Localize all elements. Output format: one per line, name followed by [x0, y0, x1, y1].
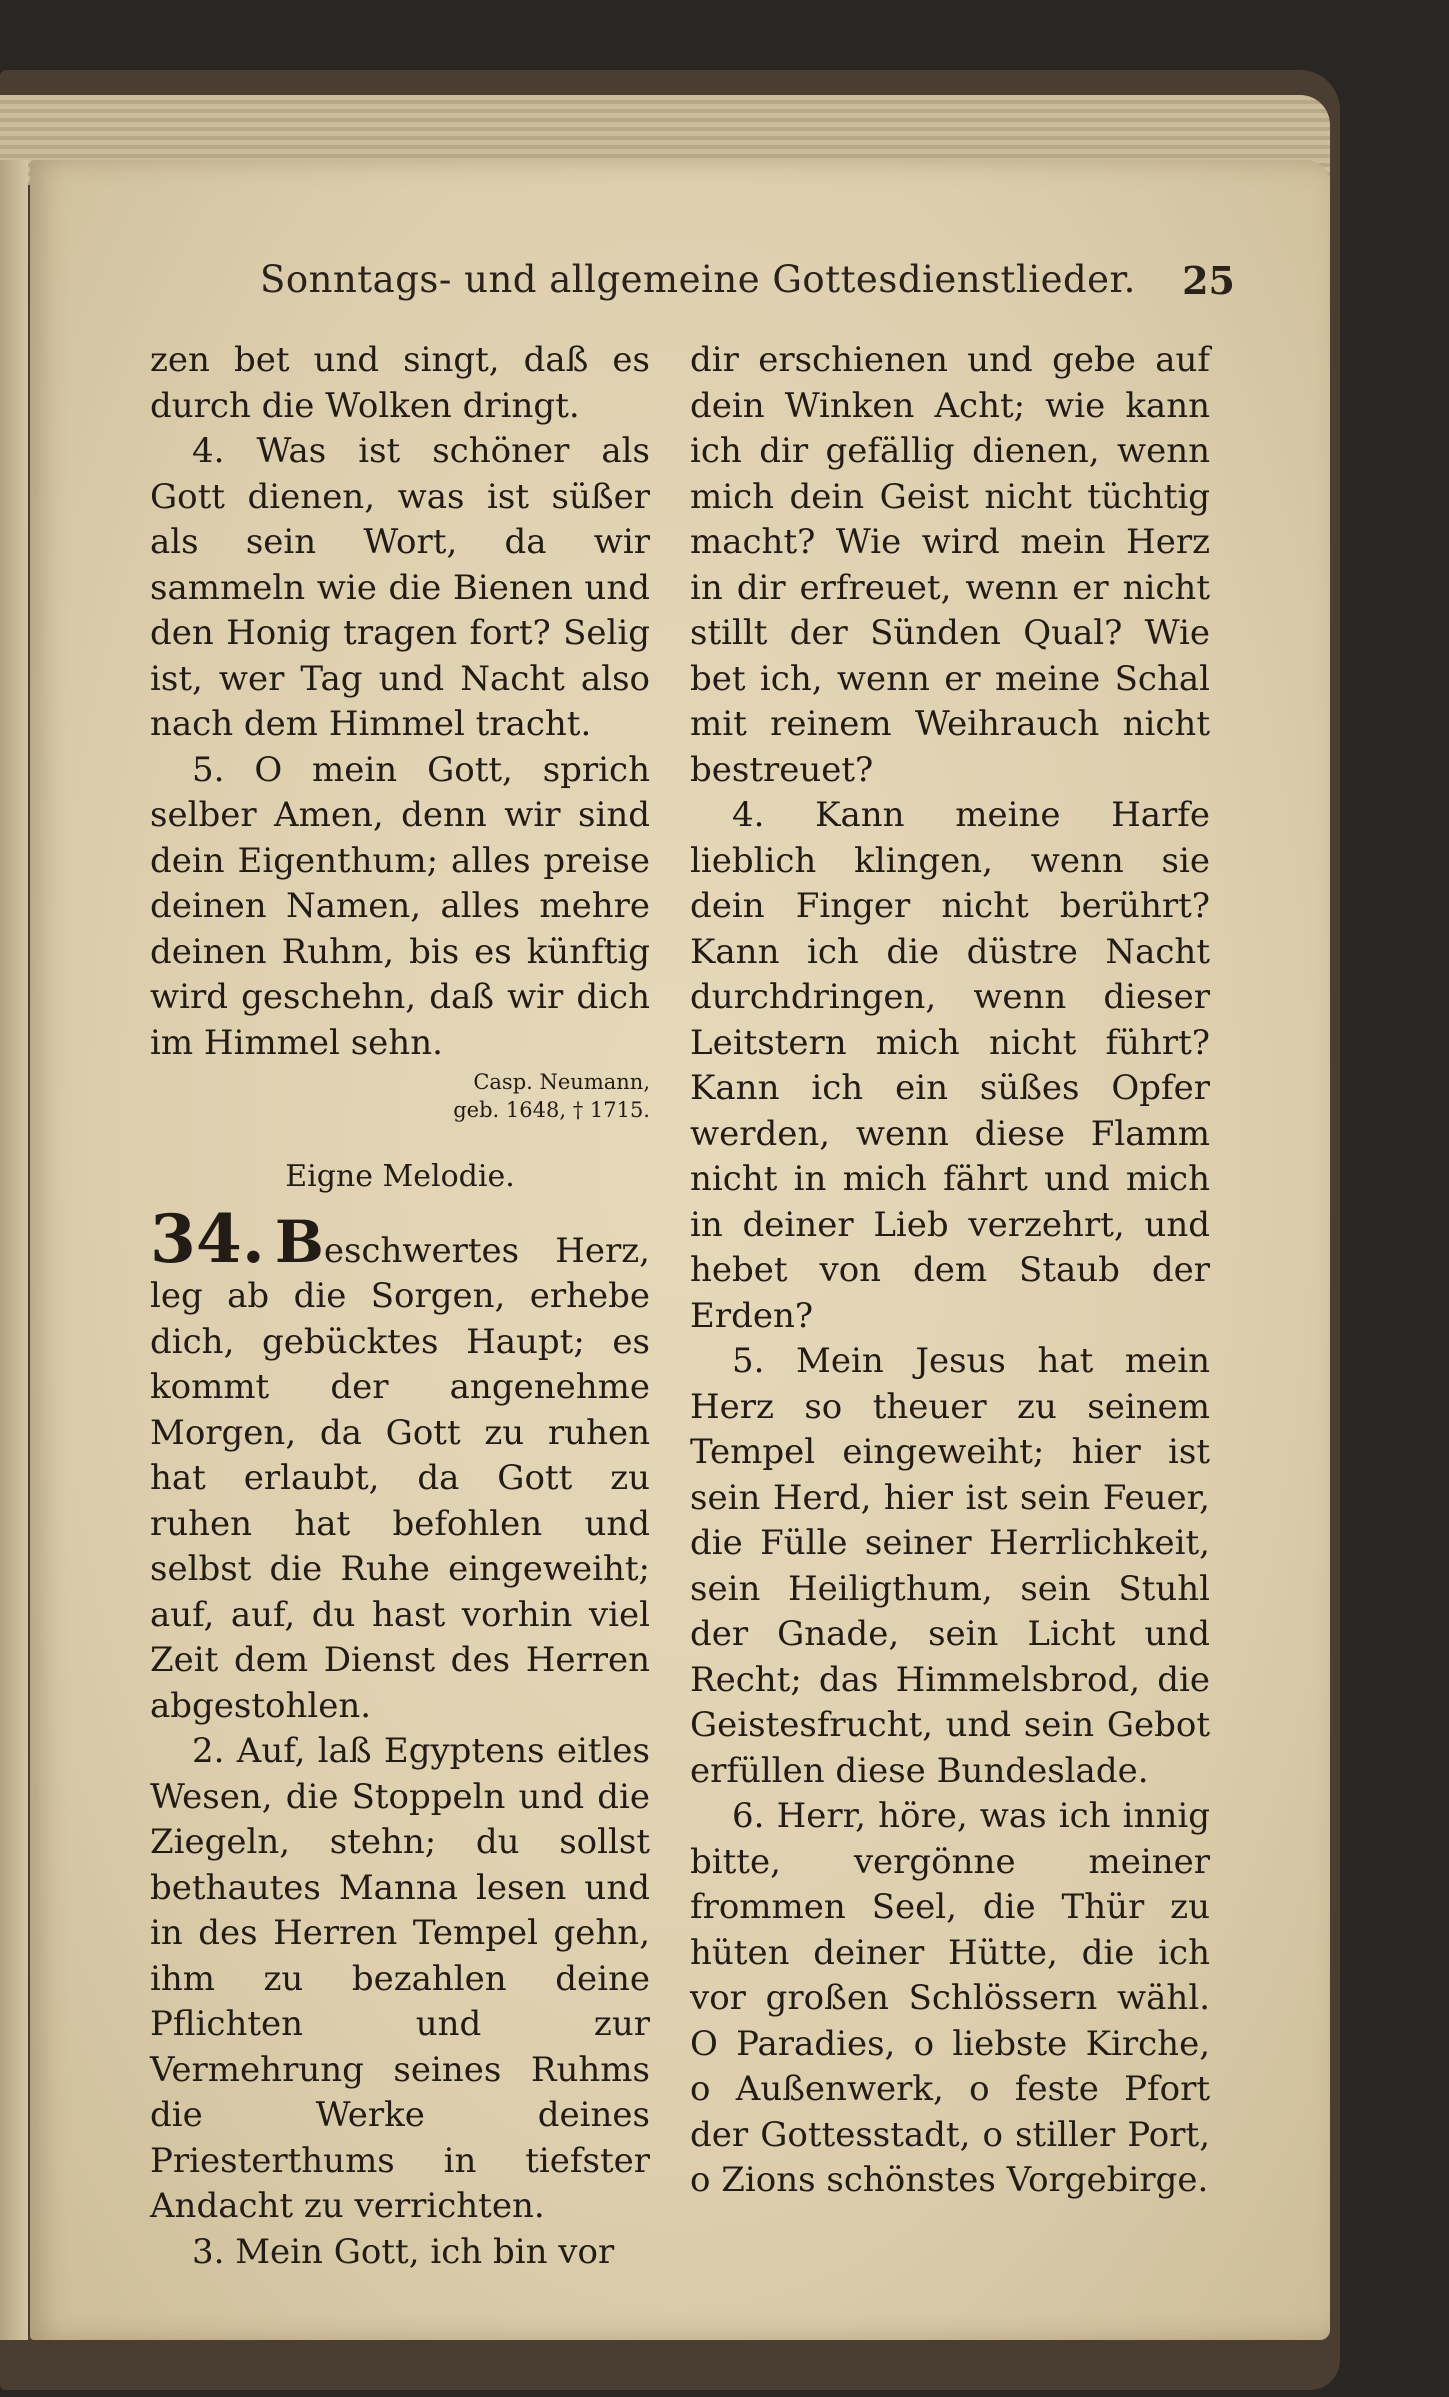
melody-note: Eigne Melodie. [285, 1159, 515, 1194]
facing-page-edge [0, 160, 28, 2340]
left-column [150, 338, 650, 2272]
hymn-number: 34. [150, 1199, 265, 1278]
hymn-34-verse-1 [150, 1199, 650, 1730]
verse-continuation: zen bet und singt, daß es durch die Wolken dringt. [150, 340, 650, 426]
hymn-34-verse-6: 6. Herr, höre, was ich innig bitte, vergönne meiner frommen Seel, die Thür zu hüten deiner Hütte, die ich vor großen Schlössern wähl. O Paradies, o liebste Kirche, o Außenwerk, o feste Pfort der Gottesstadt, o stiller Port, o Zions schönstes Vorgebirge. [690, 1796, 1210, 2200]
hymn-34-verse-3-cont: dir erschienen und gebe auf dein Winken Acht; wie kann ich dir gefällig dienen, wenn mich dein Geist nicht tüchtig macht? Wie wird mein Herz in dir erfreuet, wenn er nicht stillt der Sünden Qual? Wie bet ich, wenn er meine Schal mit reinem Weihrauch nicht bestreuet? [690, 340, 1210, 790]
hymn-text: eschwertes Herz, leg ab die Sorgen, erhebe dich, gebücktes Haupt; es kommt der angenehme Morgen, da Gott zu ruhen hat erlaubt, da Gott zu ruhen hat befohlen und selbst die Ruhe eingeweiht; auf, auf, du hast vorhin viel Zeit dem Dienst des Herren abgestohlen. [150, 1230, 650, 1726]
drop-cap: B [274, 1207, 324, 1276]
verse-4: 4. Was ist schöner als Gott dienen, was ist süßer als sein Wort, da wir sammeln wie die Bienen und den Honig tragen fort? Selig ist, wer Tag und Nacht also nach dem Himmel tracht. [150, 431, 650, 744]
verse-5: 5. O mein Gott, sprich selber Amen, denn wir sind dein Eigenthum; alles preise deinen Namen, alles mehre deinen Ruhm, bis es künftig wird geschehn, daß wir dich im Himmel sehn. [150, 749, 650, 1063]
hymn-34-verse-5: 5. Mein Jesus hat mein Herz so theuer zu seinem Tempel eingeweiht; hier ist sein Herd, hier ist sein Feuer, die Fülle seiner Herrlichkeit, sein Heiligthum, sein Stuhl der Gnade, sein Licht und Recht; das Himmelsbrod, die Geistesfrucht, und sein Gebot erfüllen diese Bundeslade. [690, 1341, 1210, 1791]
author-name: Casp. Neumann, [473, 1070, 650, 1094]
author-attribution [150, 1068, 650, 1124]
right-column [690, 338, 1210, 2200]
page-number: 25 [1182, 258, 1235, 303]
hymn-34-verse-2: 2. Auf, laß Egyptens eitles Wesen, die Stoppeln und die Ziegeln, stehn; du sollst bethautes Manna lesen und in des Herren Tempel gehn, ihm zu bezahlen deine Pflichten und zur Vermehrung seines Ruhms die Werke deines Priesterthums in tiefster Andacht zu verrichten. [150, 1731, 650, 2226]
author-dates: geb. 1648, † 1715. [453, 1098, 650, 1122]
hymn-34-verse-3-start: 3. Mein Gott, ich bin vor [192, 2231, 615, 2272]
running-title: Sonntags- und allgemeine Gottesdienstlieder. [260, 258, 1136, 301]
hymn-34-verse-4: 4. Kann meine Harfe lieblich klingen, wenn sie dein Finger nicht berührt? Kann ich die düstre Nacht durchdringen, wenn dieser Leitstern mich nicht führt? Kann ich ein süßes Opfer werden, wenn diese Flamm nicht in mich fährt und mich in deiner Lieb verzehrt, und hebet von dem Staub der Erden? [690, 795, 1210, 1336]
